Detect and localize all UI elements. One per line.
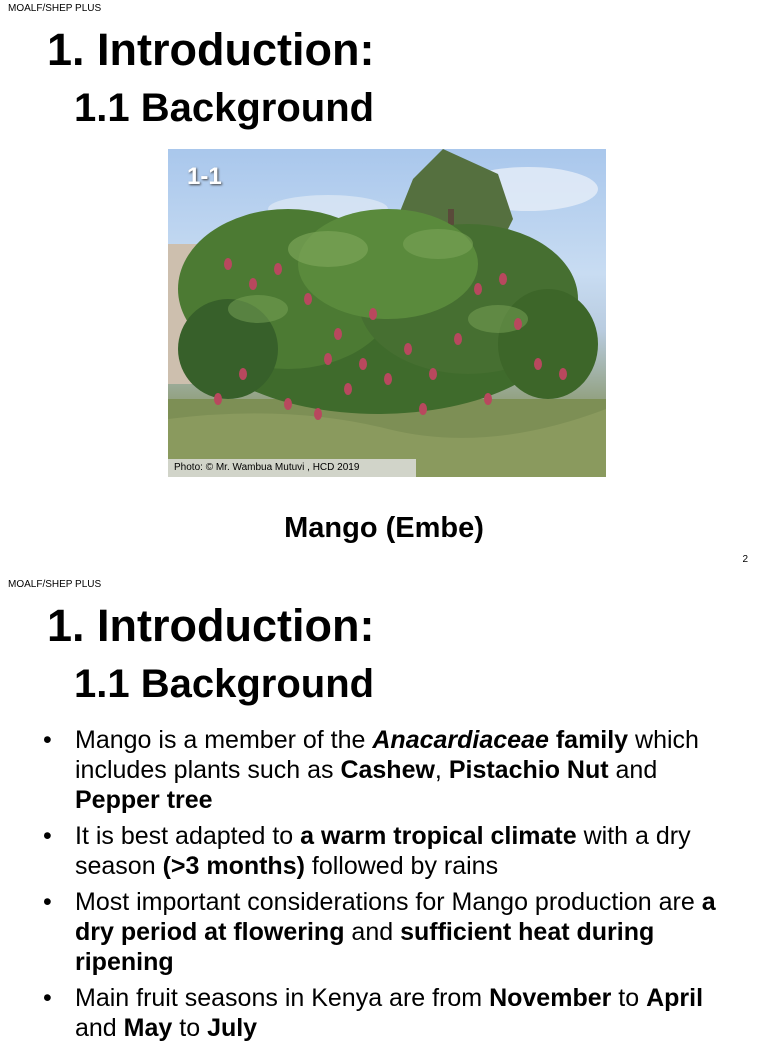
page-number: 2 xyxy=(742,554,748,565)
bullet-text-run: which includes plants such as xyxy=(75,726,699,784)
bullet-item xyxy=(43,725,733,815)
bullet-text-run: May xyxy=(123,1014,173,1042)
bullet-marker: • xyxy=(43,726,52,754)
slide-title: 1. Introduction: xyxy=(47,24,375,75)
bullet-text-run: a warm tropical climate xyxy=(300,822,577,850)
bullet-text-run: and xyxy=(75,1014,124,1042)
bullet-text-run: Pepper tree xyxy=(75,786,213,814)
bullet-text-run: followed by rains xyxy=(304,852,499,880)
bullet-text-run: Anacardiaceae xyxy=(372,726,549,754)
slide-subtitle: 1.1 Background xyxy=(74,86,375,130)
slide-header: MOALF/SHEP PLUS xyxy=(8,579,102,590)
bullet-text-run: with a dry season xyxy=(75,822,691,880)
bullet-text-run: sufficient heat during ripening xyxy=(75,918,655,976)
figure-label: 1-1 xyxy=(187,163,222,190)
bullet-text-run: Main fruit seasons in Kenya are from xyxy=(75,984,490,1012)
bullet-text-run: July xyxy=(207,1014,258,1042)
bullet-text-run: and xyxy=(608,756,658,784)
bullet-marker: • xyxy=(43,888,52,916)
slide-title: 1. Introduction: xyxy=(47,600,375,651)
bullet-text-run: Cashew xyxy=(340,756,435,784)
mango-tree-illustration xyxy=(168,149,606,477)
bullet-text-run: , xyxy=(434,756,449,784)
mango-tree-photo xyxy=(168,149,606,477)
bullet-text-run: a dry period at flowering xyxy=(75,888,716,946)
bullet-text-run: Pistachio Nut xyxy=(448,756,609,784)
bullet-text-run: Mango is a member of the xyxy=(75,726,373,754)
bullet-text-run: and xyxy=(344,918,401,946)
bullet-item xyxy=(43,887,733,977)
bullet-text-run: family xyxy=(548,726,629,754)
bullet-marker: • xyxy=(43,822,52,850)
bullet-item xyxy=(43,821,733,881)
bullet-marker: • xyxy=(43,984,52,1012)
slide-2 xyxy=(0,576,768,1042)
bullet-text-run: to xyxy=(611,984,647,1012)
bullet-text-run: to xyxy=(172,1014,208,1042)
bullet-list xyxy=(43,725,733,1049)
bullet-text-run: Most important considerations for Mango production are xyxy=(75,888,702,916)
photo-caption: Mango (Embe) xyxy=(284,512,484,544)
bullet-text-run: It is best adapted to xyxy=(75,822,301,850)
bullet-text-run: April xyxy=(646,984,704,1012)
slide-subtitle: 1.1 Background xyxy=(74,662,375,706)
bullet-text-run: (>3 months) xyxy=(162,852,305,880)
photo-credit: Photo: © Mr. Wambua Mutuvi , HCD 2019 xyxy=(168,459,416,477)
bullet-item xyxy=(43,983,733,1043)
bullet-text-run: November xyxy=(489,984,612,1012)
slide-header: MOALF/SHEP PLUS xyxy=(8,3,102,14)
